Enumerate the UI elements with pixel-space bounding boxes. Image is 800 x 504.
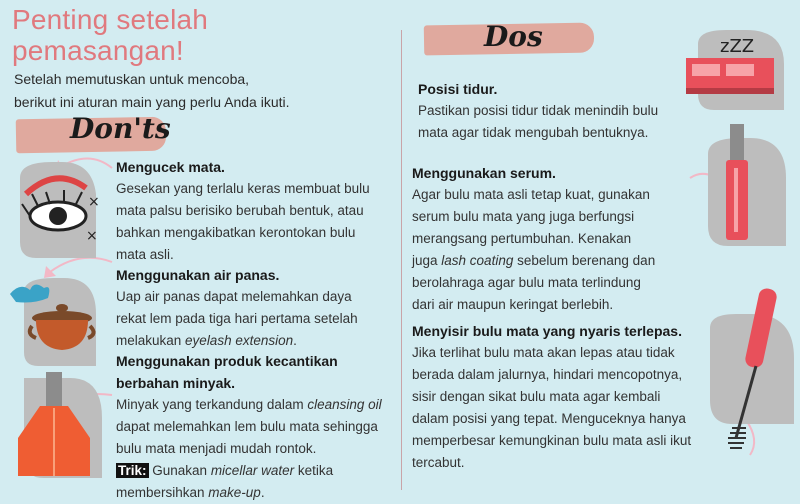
donts-item-2-line: rekat lem pada tiga hari pertama setelah xyxy=(116,311,358,326)
dos-item-2-line: Agar bulu mata asli tetap kuat, gunakan xyxy=(412,187,650,202)
oil-bottle-icon xyxy=(10,368,110,488)
donts-item-3-heading: berbahan minyak. xyxy=(116,375,236,391)
text-span: membersihkan xyxy=(116,485,209,500)
donts-item-1-line: bahkan mengakibatkan kerontokan bulu xyxy=(116,225,356,240)
dos-item-2-line: merangsang pertumbuhan. Kenakan xyxy=(412,231,632,246)
intro-line-2: berikut ini aturan main yang perlu Anda ikuti. xyxy=(14,94,290,110)
dos-item-3-line: dalam posisi yang tepat. Menguceknya hanya xyxy=(412,411,686,426)
donts-item-3-line: bulu mata menjadi mudah rontok. xyxy=(116,441,317,456)
donts-item-1-line: Gesekan yang terlalu keras membuat bulu xyxy=(116,181,370,196)
svg-text:×: × xyxy=(86,228,98,244)
donts-item-3-line: dapat melemahkan lem bulu mata sehingga xyxy=(116,419,378,434)
text-span: Minyak yang terkandung dalam xyxy=(116,397,308,412)
bed-sleep-icon xyxy=(686,24,796,114)
title-line-2: pemasangan! xyxy=(12,35,184,66)
dos-item-3-line: Jika terlihat bulu mata akan lepas atau tidak xyxy=(412,345,675,360)
title-line-1: Penting setelah xyxy=(12,4,209,35)
dos-item-2-line: dari air maupun keringat berlebih. xyxy=(412,297,614,312)
trick-label: Trik: xyxy=(118,463,147,478)
dos-item-3-line: tercabut. xyxy=(412,455,465,470)
mascara-wand-icon xyxy=(706,288,796,478)
italic-term: cleansing oil xyxy=(307,397,382,412)
text-span: . xyxy=(293,333,297,348)
dos-item-1-line: mata agar tidak mengubah bentuknya. xyxy=(418,125,649,140)
dos-item-2-heading: Menggunakan serum. xyxy=(412,165,556,181)
sleep-text: zZZ xyxy=(720,36,755,57)
donts-item-1-line: mata palsu berisiko berubah bentuk, atau xyxy=(116,203,364,218)
text-span: juga xyxy=(412,253,442,268)
text-span: Gunakan xyxy=(148,463,211,478)
eye-rub-icon xyxy=(12,158,112,268)
dos-label: Dos xyxy=(484,20,543,53)
donts-item-1-line: mata asli. xyxy=(116,247,174,262)
donts-item-1-heading: Mengucek mata. xyxy=(116,159,225,175)
intro-line-1: Setelah memutuskan untuk mencoba, xyxy=(14,71,250,87)
svg-text:×: × xyxy=(88,194,100,210)
donts-item-3-heading: Menggunakan produk kecantikan xyxy=(116,353,338,369)
italic-term: lash coating xyxy=(441,253,514,268)
text-span: sebelum berenang dan xyxy=(513,253,656,268)
italic-term: micellar water xyxy=(210,463,295,478)
dos-item-3-line: berada dalam jalurnya, hindari mencopotnya, xyxy=(412,367,683,382)
steam-pot-icon xyxy=(4,274,114,374)
dos-item-3-line: memperbesar kemungkinan bulu mata asli ikut xyxy=(412,433,692,448)
italic-term: eyelash extension xyxy=(185,333,294,348)
text-span: . xyxy=(260,485,265,500)
dos-item-2-line: berolahraga agar bulu mata terlindung xyxy=(412,275,641,290)
donts-label: Don'ts xyxy=(70,112,171,145)
dos-item-3-line: sisir dengan sikat bulu mata agar kembali xyxy=(412,389,661,404)
dos-item-1-heading: Posisi tidur. xyxy=(418,81,498,97)
donts-item-2-line: Uap air panas dapat melemahkan daya xyxy=(116,289,352,304)
text-span: ketika xyxy=(294,463,334,478)
serum-bottle-icon xyxy=(700,124,790,254)
dos-item-1-line: Pastikan posisi tidur tidak menindih bulu xyxy=(418,103,659,118)
dos-item-3-heading: Menyisir bulu mata yang nyaris terlepas. xyxy=(412,323,682,339)
italic-term: make-up xyxy=(208,485,261,500)
donts-item-2-heading: Menggunakan air panas. xyxy=(116,267,280,283)
text-span: melakukan xyxy=(116,333,186,348)
dos-item-2-line: serum bulu mata yang juga berfungsi xyxy=(412,209,635,224)
